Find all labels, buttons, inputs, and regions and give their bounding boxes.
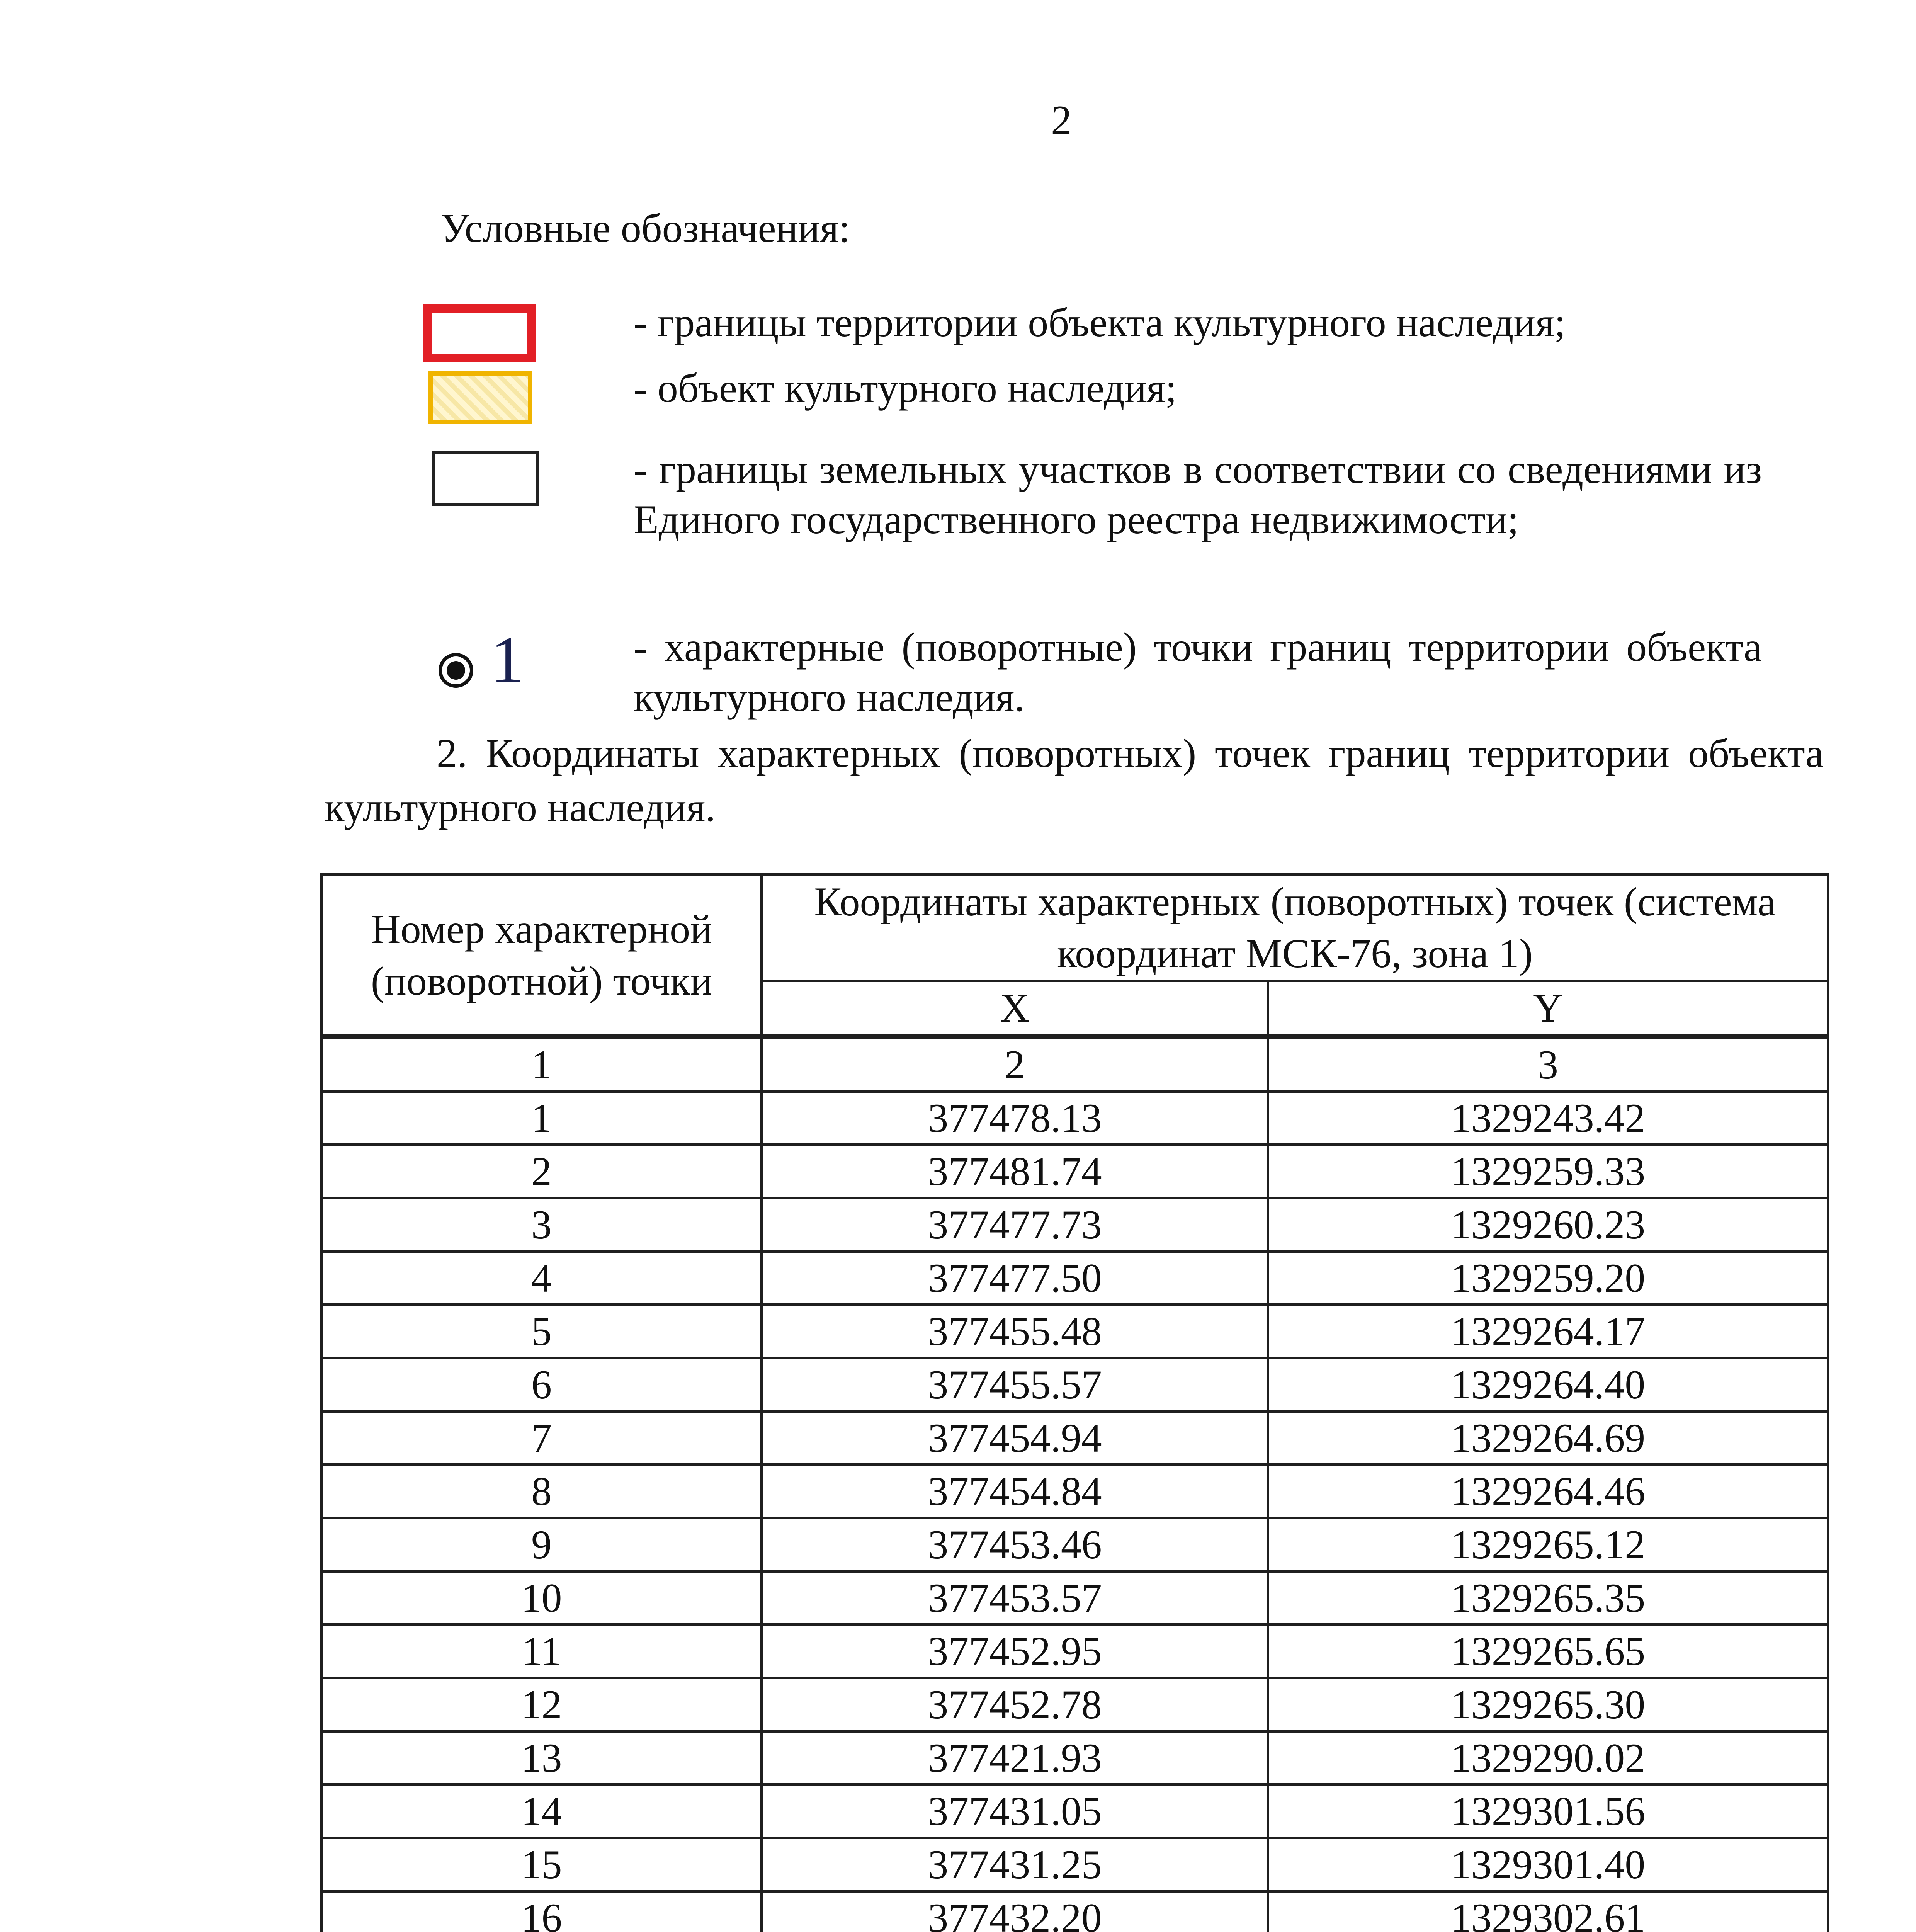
table-row xyxy=(321,1145,1828,1198)
table-row xyxy=(321,1518,1828,1571)
point-marker-icon xyxy=(439,653,473,688)
y-coordinate-cell: 1329265.65 xyxy=(1268,1625,1828,1678)
point-number-cell: 8 xyxy=(321,1465,762,1518)
table-row xyxy=(321,1571,1828,1625)
point-number-cell: 13 xyxy=(321,1731,762,1785)
point-number-cell: 7 xyxy=(321,1412,762,1465)
y-coordinate-cell: 1329290.02 xyxy=(1268,1731,1828,1785)
point-marker-label: 1 xyxy=(491,623,524,697)
x-coordinate-cell: 377454.84 xyxy=(762,1465,1268,1518)
table-row xyxy=(321,1198,1828,1252)
x-coordinate-cell: 377477.50 xyxy=(762,1252,1268,1305)
point-number-cell: 4 xyxy=(321,1252,762,1305)
y-coordinate-cell: 1329265.35 xyxy=(1268,1571,1828,1625)
table-row xyxy=(321,1678,1828,1731)
y-coordinate-cell: 1329302.61 xyxy=(1268,1891,1828,1932)
column-number-2: 2 xyxy=(762,1037,1268,1092)
y-coordinate-cell: 1329264.46 xyxy=(1268,1465,1828,1518)
heritage-object-symbol xyxy=(428,371,532,424)
x-coordinate-cell: 377452.78 xyxy=(762,1678,1268,1731)
x-coordinate-cell: 377431.25 xyxy=(762,1838,1268,1891)
legend-text-territory-boundary: - границы территории объекта культурного наследия; xyxy=(634,300,1566,345)
y-coordinate-cell: 1329264.40 xyxy=(1268,1358,1828,1412)
point-number-cell: 11 xyxy=(321,1625,762,1678)
table-row xyxy=(321,1838,1828,1891)
y-coordinate-cell: 1329264.17 xyxy=(1268,1305,1828,1358)
legend-text-heritage-object: - объект культурного наследия; xyxy=(634,366,1177,411)
x-coordinate-cell: 377421.93 xyxy=(762,1731,1268,1785)
legend-title: Условные обозначения: xyxy=(440,206,850,251)
x-coordinate-cell: 377454.94 xyxy=(762,1412,1268,1465)
header-x: X xyxy=(762,981,1268,1037)
x-coordinate-cell: 377432.20 xyxy=(762,1891,1268,1932)
legend-text-turning-points: - характерные (поворотные) точки границ территории объекта культурного наследия. xyxy=(634,624,1762,720)
land-plot-boundary-symbol xyxy=(432,451,539,506)
territory-boundary-symbol xyxy=(423,304,536,362)
table-row xyxy=(321,1305,1828,1358)
y-coordinate-cell: 1329265.12 xyxy=(1268,1518,1828,1571)
header-point-number: Номер характерной (поворотной) точки xyxy=(321,875,762,1037)
point-number-cell: 6 xyxy=(321,1358,762,1412)
y-coordinate-cell: 1329264.69 xyxy=(1268,1412,1828,1465)
point-number-cell: 16 xyxy=(321,1891,762,1932)
column-number-1: 1 xyxy=(321,1037,762,1092)
point-number-cell: 15 xyxy=(321,1838,762,1891)
point-number-cell: 14 xyxy=(321,1785,762,1838)
x-coordinate-cell: 377453.57 xyxy=(762,1571,1268,1625)
point-number-cell: 2 xyxy=(321,1145,762,1198)
table-row xyxy=(321,1891,1828,1932)
table-row xyxy=(321,1785,1828,1838)
y-coordinate-cell: 1329243.42 xyxy=(1268,1092,1828,1145)
x-coordinate-cell: 377455.57 xyxy=(762,1358,1268,1412)
point-number-cell: 1 xyxy=(321,1092,762,1145)
point-number-cell: 5 xyxy=(321,1305,762,1358)
table-row xyxy=(321,1731,1828,1785)
table-row xyxy=(321,1252,1828,1305)
point-number-cell: 12 xyxy=(321,1678,762,1731)
y-coordinate-cell: 1329301.56 xyxy=(1268,1785,1828,1838)
point-number-cell: 3 xyxy=(321,1198,762,1252)
table-row xyxy=(321,1412,1828,1465)
x-coordinate-cell: 377478.13 xyxy=(762,1092,1268,1145)
header-y: Y xyxy=(1268,981,1828,1037)
coordinates-table xyxy=(320,873,1829,1932)
x-coordinate-cell: 377477.73 xyxy=(762,1198,1268,1252)
y-coordinate-cell: 1329260.23 xyxy=(1268,1198,1828,1252)
header-coordinates: Координаты характерных (поворотных) точек (система координат МСК-76, зона 1) xyxy=(762,875,1828,981)
x-coordinate-cell: 377481.74 xyxy=(762,1145,1268,1198)
table-row xyxy=(321,1625,1828,1678)
page-number: 2 xyxy=(1051,97,1072,143)
y-coordinate-cell: 1329301.40 xyxy=(1268,1838,1828,1891)
legend-text-land-plot-boundary: - границы земельных участков в соответствии со сведениями из Единого государственного реестра недвижимости; xyxy=(634,447,1762,542)
section-heading-text: 2. Координаты характерных (поворотных) точек границ территории объекта культурного наследия. xyxy=(325,731,1824,830)
column-number-row xyxy=(321,1037,1828,1092)
y-coordinate-cell: 1329259.33 xyxy=(1268,1145,1828,1198)
table-row xyxy=(321,1092,1828,1145)
table-row xyxy=(321,1465,1828,1518)
y-coordinate-cell: 1329259.20 xyxy=(1268,1252,1828,1305)
point-number-cell: 9 xyxy=(321,1518,762,1571)
x-coordinate-cell: 377453.46 xyxy=(762,1518,1268,1571)
point-number-cell: 10 xyxy=(321,1571,762,1625)
x-coordinate-cell: 377452.95 xyxy=(762,1625,1268,1678)
section-heading xyxy=(325,726,1824,835)
column-number-3: 3 xyxy=(1268,1037,1828,1092)
x-coordinate-cell: 377455.48 xyxy=(762,1305,1268,1358)
y-coordinate-cell: 1329265.30 xyxy=(1268,1678,1828,1731)
x-coordinate-cell: 377431.05 xyxy=(762,1785,1268,1838)
table-row xyxy=(321,1358,1828,1412)
